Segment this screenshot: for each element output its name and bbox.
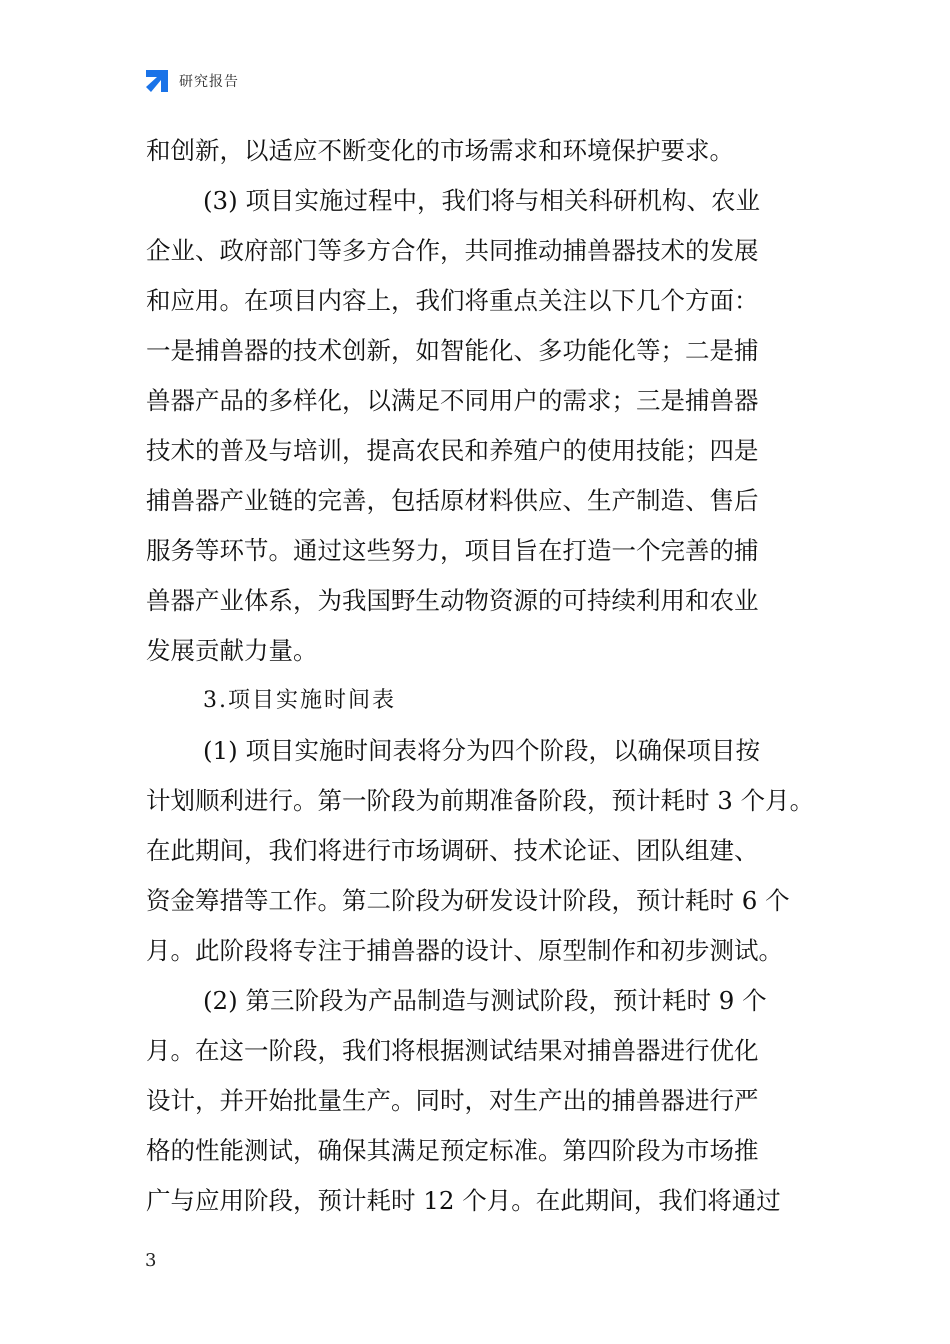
- paragraph-line: 兽器产业体系，为我国野生动物资源的可持续利用和农业: [146, 586, 759, 615]
- page-number: 3: [145, 1250, 157, 1271]
- paragraph-line: 在此期间，我们将进行市场调研、技术论证、团队组建、: [146, 836, 759, 865]
- paragraph-line: 企业、政府部门等多方合作，共同推动捕兽器技术的发展: [146, 236, 759, 265]
- paragraph-line: 计划顺利进行。第一阶段为前期准备阶段，预计耗时 3 个月。: [146, 786, 815, 815]
- paragraph-line: 兽器产品的多样化，以满足不同用户的需求；三是捕兽器: [146, 386, 759, 415]
- paragraph-line: 服务等环节。通过这些努力，项目旨在打造一个完善的捕: [146, 536, 759, 565]
- header-title: 研究报告: [179, 74, 239, 90]
- paragraph-line: 和应用。在项目内容上，我们将重点关注以下几个方面：: [146, 286, 759, 315]
- paragraph-line: 发展贡献力量。: [146, 636, 318, 665]
- paragraph-line: (1) 项目实施时间表将分为四个阶段，以确保项目按: [203, 736, 760, 765]
- section-heading: 3.项目实施时间表: [203, 688, 396, 713]
- paragraph-line: 技术的普及与培训，提高农民和养殖户的使用技能；四是: [146, 436, 759, 465]
- paragraph-line: 和创新，以适应不断变化的市场需求和环境保护要求。: [146, 136, 734, 165]
- paragraph-line: 格的性能测试，确保其满足预定标准。第四阶段为市场推: [146, 1136, 759, 1165]
- paragraph-line: 广与应用阶段，预计耗时 12 个月。在此期间，我们将通过: [146, 1186, 781, 1215]
- paragraph-line: (2) 第三阶段为产品制造与测试阶段，预计耗时 9 个: [203, 986, 767, 1015]
- document-header: [143, 66, 239, 96]
- paragraph-line: 设计，并开始批量生产。同时，对生产出的捕兽器进行严: [146, 1086, 759, 1115]
- paragraph-line: 资金筹措等工作。第二阶段为研发设计阶段，预计耗时 6 个: [146, 886, 790, 915]
- paragraph-line: (3) 项目实施过程中，我们将与相关科研机构、农业: [203, 186, 760, 215]
- paragraph-line: 月。在这一阶段，我们将根据测试结果对捕兽器进行优化: [146, 1036, 759, 1065]
- document-body: [146, 126, 815, 1226]
- paragraph-line: 月。此阶段将专注于捕兽器的设计、原型制作和初步测试。: [146, 936, 783, 965]
- paragraph-line: 捕兽器产业链的完善，包括原材料供应、生产制造、售后: [146, 486, 759, 515]
- arrow-up-right-icon: [143, 67, 171, 95]
- paragraph-line: 一是捕兽器的技术创新，如智能化、多功能化等；二是捕: [146, 336, 759, 365]
